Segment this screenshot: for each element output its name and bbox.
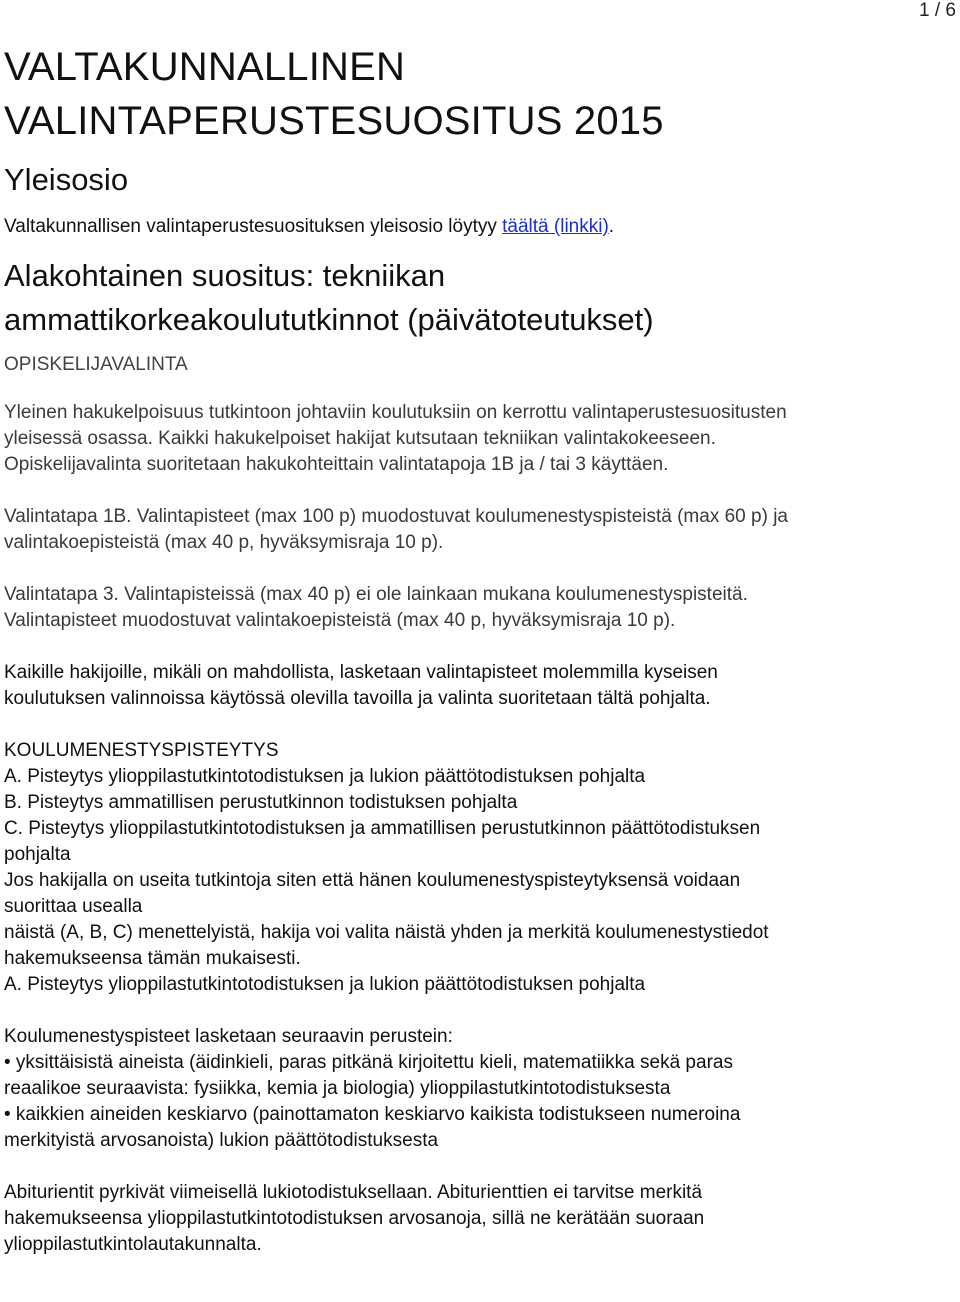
page-number: 1 / 6	[919, 0, 956, 21]
text-line: koulutuksen valinnoissa käytössä olevilla tavoilla ja valinta suoritetaan tältä pohjalta.	[4, 688, 711, 709]
text-line: pohjalta	[4, 844, 71, 865]
document-body	[4, 40, 954, 1258]
paragraph-abiturientit	[4, 1180, 954, 1258]
paragraph-valintatapa-3	[4, 582, 954, 634]
intro-paragraph	[4, 214, 954, 240]
text-line: näistä (A, B, C) menettelyistä, hakija voi valita näistä yhden ja merkitä koulumenestystiedot	[4, 922, 769, 943]
text-line: hakemukseensa tämän mukaisesti.	[4, 948, 301, 969]
general-section-link[interactable]: täältä (linkki)	[502, 216, 609, 237]
text-line: KOULUMENESTYSPISTEYTYS	[4, 740, 279, 761]
text-line: C. Pisteytys ylioppilastutkintotodistuksen ja ammatillisen perustutkinnon päättötodistuksen	[4, 818, 761, 839]
paragraph-koulumenestyspisteytys	[4, 738, 954, 998]
subsection-heading	[4, 254, 954, 342]
intro-end: .	[608, 216, 615, 237]
section-label-opiskelijavalinta: OPISKELIJAVALINTA	[4, 354, 188, 375]
paragraph-eligibility	[4, 400, 954, 478]
text-line: Abiturientit pyrkivät viimeisellä lukiotodistuksellaan. Abiturienttien ei tarvitse merkitä	[4, 1182, 703, 1203]
subsection-heading-line: Alakohtainen suositus: tekniikan	[4, 258, 446, 293]
text-line: yleisessä osassa. Kaikki hakukelpoiset hakijat kutsutaan tekniikan valintakokeeseen.	[4, 428, 716, 449]
text-line: merkityistä arvosanoista) lukion päättötodistuksesta	[4, 1130, 439, 1151]
text-line: Koulumenestyspisteet lasketaan seuraavin perustein:	[4, 1026, 453, 1047]
document-title	[4, 40, 954, 148]
list-item: • kaikkien aineiden keskiarvo (painottamaton keskiarvo kaikista todistukseen numeroina	[4, 1104, 741, 1125]
text-line: A. Pisteytys ylioppilastutkintotodistuksen ja lukion päättötodistuksen pohjalta	[4, 766, 646, 787]
text-line: suorittaa usealla	[4, 896, 143, 917]
text-line: B. Pisteytys ammatillisen perustutkinnon todistuksen pohjalta	[4, 792, 518, 813]
text-line: Opiskelijavalinta suoritetaan hakukohteittain valintatapoja 1B ja / tai 3 käyttäen.	[4, 454, 669, 475]
text-line: hakemukseensa ylioppilastutkintotodistuksen arvosanoja, sillä ne kerätään suoraan	[4, 1208, 705, 1229]
subsection-heading-line: ammattikorkeakoulututkinnot (päivätoteutukset)	[4, 302, 654, 337]
paragraph-all-applicants	[4, 660, 954, 712]
text-line: Valintapisteet muodostuvat valintakoepisteistä (max 40 p, hyväksymisraja 10 p).	[4, 610, 676, 631]
title-line: VALINTAPERUSTESUOSITUS 2015	[4, 99, 664, 143]
paragraph-calculation-basis	[4, 1024, 954, 1154]
text-line: ylioppilastutkintolautakunnalta.	[4, 1234, 262, 1255]
title-line: VALTAKUNNALLINEN	[4, 45, 406, 89]
text-line: Valintatapa 1B. Valintapisteet (max 100 p) muodostuvat koulumenestyspisteistä (max 60 p) ja	[4, 506, 788, 527]
list-item: • yksittäisistä aineista (äidinkieli, paras pitkänä kirjoitettu kieli, matematiikka sekä paras	[4, 1052, 733, 1073]
text-line: A. Pisteytys ylioppilastutkintotodistuksen ja lukion päättötodistuksen pohjalta	[4, 974, 646, 995]
text-line: Jos hakijalla on useita tutkintoja siten että hänen koulumenestyspisteytyksensä voidaan	[4, 870, 741, 891]
text-line: Kaikille hakijoille, mikäli on mahdollista, lasketaan valintapisteet molemmilla kyseisen	[4, 662, 718, 683]
intro-text: Valtakunnallisen valintaperustesuosituksen yleisosio löytyy	[4, 216, 503, 237]
section-heading-yleisosio: Yleisosio	[4, 162, 129, 197]
text-line: valintakoepisteistä (max 40 p, hyväksymisraja 10 p).	[4, 532, 444, 553]
text-line: Yleinen hakukelpoisuus tutkintoon johtaviin koulutuksiin on kerrottu valintaperustesuositusten	[4, 402, 787, 423]
text-line: Valintatapa 3. Valintapisteissä (max 40 p) ei ole lainkaan mukana koulumenestyspisteitä.	[4, 584, 748, 605]
text-line: reaalikoe seuraavista: fysiikka, kemia ja biologia) ylioppilastutkintotodistuksesta	[4, 1078, 671, 1099]
paragraph-valintatapa-1b	[4, 504, 954, 556]
